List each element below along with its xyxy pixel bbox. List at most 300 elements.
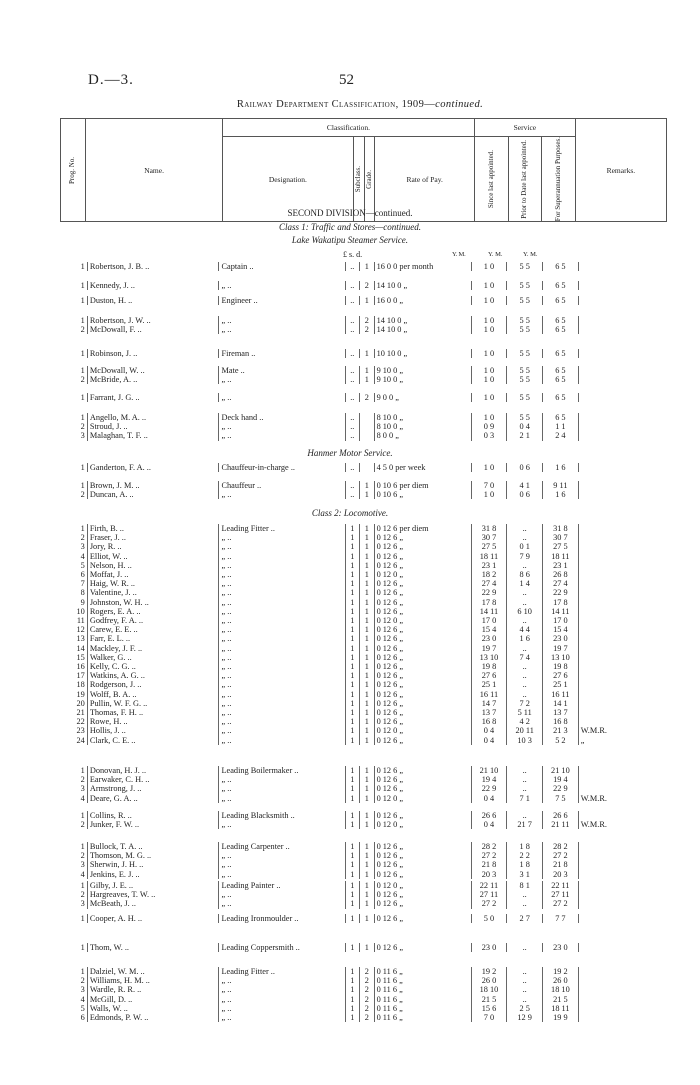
cell-super: 23 0: [543, 943, 579, 952]
cell-prog: 1: [60, 281, 87, 290]
cell-grade: 1: [360, 524, 375, 533]
cell-prog: 5: [60, 1004, 87, 1013]
table-row: [60, 463, 667, 472]
cell-rate: 0 12 0 „: [374, 726, 471, 735]
cell-prior: 5 5: [507, 316, 543, 325]
cell-grade: 1: [360, 349, 375, 358]
cell-rem: [578, 1013, 667, 1022]
cell-super: 27 5: [543, 542, 579, 551]
roster-group: [60, 281, 667, 290]
table-row: [60, 607, 667, 616]
cell-sub: 1: [345, 995, 360, 1004]
cell-rate: 0 12 6 „: [374, 717, 471, 726]
cell-des: „ ..: [219, 820, 345, 829]
ym-units-prior: Y. M.: [488, 251, 503, 258]
cell-rate: 0 12 0 „: [374, 820, 471, 829]
cell-rate: 0 11 6 „: [374, 967, 471, 976]
cell-since: 0 4: [471, 726, 507, 735]
cell-prior: 21 7: [507, 820, 543, 829]
cell-sub: ..: [345, 481, 360, 490]
cell-sub: 1: [345, 625, 360, 634]
cell-rate: 0 12 6 „: [374, 625, 471, 634]
cell-prior: 20 11: [507, 726, 543, 735]
cell-des: Leading Fitter ..: [219, 967, 345, 976]
cell-since: 25 1: [471, 680, 507, 689]
cell-super: 25 1: [543, 680, 579, 689]
cell-rate: 0 12 6 „: [374, 634, 471, 643]
cell-des: „ ..: [219, 976, 345, 985]
cell-prog: 9: [60, 598, 87, 607]
cell-rem: [578, 967, 667, 976]
cell-prog: 2: [60, 820, 87, 829]
roster-group: [60, 463, 667, 472]
cell-grade: 1: [360, 662, 375, 671]
roster-group: [60, 349, 667, 358]
table-row: [60, 820, 667, 829]
cell-name: Wardle, R. R. ..: [87, 985, 219, 994]
cell-prior: 7 2: [507, 699, 543, 708]
cell-since: 22 11: [471, 881, 507, 890]
cell-sub: 1: [345, 899, 360, 908]
cell-super: 13 7: [543, 708, 579, 717]
cell-prog: 2: [60, 890, 87, 899]
table-row: [60, 262, 667, 271]
cell-name: Rodgerson, J. ..: [87, 680, 219, 689]
cell-rem: [578, 842, 667, 851]
cell-des: „ ..: [219, 570, 345, 579]
cell-name: Firth, B. ..: [87, 524, 219, 533]
cell-rem: [578, 431, 667, 440]
table-row: [60, 881, 667, 890]
cell-since: 27 11: [471, 890, 507, 899]
cell-grade: 1: [360, 784, 375, 793]
cell-super: 27 6: [543, 671, 579, 680]
cell-sub: 1: [345, 766, 360, 775]
cell-prior: ..: [507, 598, 543, 607]
cell-sub: 1: [345, 671, 360, 680]
cell-since: 27 2: [471, 899, 507, 908]
roster-group: [60, 766, 667, 803]
division-heading: SECOND DIVISION—continued.: [287, 208, 413, 218]
cell-name: Godfrey, F. A. ..: [87, 616, 219, 625]
header-super: For Superannuation Purposes.: [553, 137, 562, 222]
cell-name: Angello, M. A. ..: [87, 413, 219, 422]
cell-grade: 2: [360, 1004, 375, 1013]
cell-name: Armstrong, J. ..: [87, 784, 219, 793]
lake-heading: Lake Wakatipu Steamer Service.: [291, 235, 409, 245]
cell-prior: 5 5: [507, 366, 543, 375]
cell-grade: 2: [360, 985, 375, 994]
cell-sub: ..: [345, 490, 360, 499]
cell-prog: 1: [60, 842, 87, 851]
cell-rem: [578, 899, 667, 908]
cell-prior: 5 5: [507, 349, 543, 358]
cell-des: „ ..: [219, 726, 345, 735]
cell-since: 1 0: [471, 490, 507, 499]
cell-since: 15 4: [471, 625, 507, 634]
cell-des: „ ..: [219, 490, 345, 499]
table-row: [60, 653, 667, 662]
cell-rem: [578, 914, 667, 923]
cell-since: 0 3: [471, 431, 507, 440]
roster-group: [60, 481, 667, 499]
cell-super: 6 5: [543, 393, 579, 402]
cell-rem: [578, 1004, 667, 1013]
cell-name: Johnston, W. H. ..: [87, 598, 219, 607]
cell-since: 21 5: [471, 995, 507, 1004]
roster-group: [60, 316, 667, 334]
cell-grade: 1: [360, 625, 375, 634]
cell-rate: 8 0 0 „: [374, 431, 471, 440]
cell-rem: [578, 870, 667, 879]
cell-des: Leading Fitter ..: [219, 524, 345, 533]
cell-grade: 2: [360, 316, 375, 325]
cell-since: 18 10: [471, 985, 507, 994]
cell-prog: 3: [60, 542, 87, 551]
cell-prior: 2 5: [507, 1004, 543, 1013]
cell-sub: 1: [345, 860, 360, 869]
roster-group: [60, 524, 667, 745]
table-row: [60, 811, 667, 820]
cell-rate: 0 12 6 „: [374, 842, 471, 851]
cell-rate: 0 10 6 per diem: [374, 481, 471, 490]
cell-prior: 8 1: [507, 881, 543, 890]
cell-rem: [578, 708, 667, 717]
cell-des: „ ..: [219, 533, 345, 542]
cell-rem: [578, 422, 667, 431]
cell-grade: 1: [360, 588, 375, 597]
cell-rem: [578, 463, 667, 472]
cell-since: 0 4: [471, 794, 507, 803]
cell-sub: ..: [345, 422, 360, 431]
cell-prog: 16: [60, 662, 87, 671]
cell-prior: 7 4: [507, 653, 543, 662]
roster-group: [60, 366, 667, 384]
cell-rem: [578, 995, 667, 1004]
cell-name: Collins, R. ..: [87, 811, 219, 820]
table-row: [60, 542, 667, 551]
cell-rate: 0 12 6 „: [374, 851, 471, 860]
cell-grade: [360, 463, 375, 472]
roster-group: [60, 262, 667, 271]
cell-rem: [578, 943, 667, 952]
cell-sub: 1: [345, 820, 360, 829]
cell-super: 31 8: [543, 524, 579, 533]
cell-prior: ..: [507, 943, 543, 952]
cell-rem: [578, 588, 667, 597]
cell-rem: [578, 490, 667, 499]
cell-prior: 5 5: [507, 262, 543, 271]
cell-super: 18 11: [543, 552, 579, 561]
cell-name: Thomson, M. G. ..: [87, 851, 219, 860]
cell-since: 0 4: [471, 820, 507, 829]
cell-name: Mackley, J. F. ..: [87, 644, 219, 653]
cell-name: Duston, H. ..: [87, 296, 219, 305]
cell-prior: 7 9: [507, 552, 543, 561]
cell-super: 21 5: [543, 995, 579, 1004]
cell-rate: 0 12 6 „: [374, 588, 471, 597]
table-row: [60, 598, 667, 607]
table-row: [60, 316, 667, 325]
cell-sub: ..: [345, 281, 360, 290]
cell-prog: 18: [60, 680, 87, 689]
cell-prog: 3: [60, 784, 87, 793]
cell-super: 27 2: [543, 851, 579, 860]
cell-name: Duncan, A. ..: [87, 490, 219, 499]
cell-grade: 2: [360, 967, 375, 976]
cell-since: 14 7: [471, 699, 507, 708]
cell-super: 7 5: [543, 794, 579, 803]
title-continued: continued.: [435, 99, 484, 110]
table-row: [60, 533, 667, 542]
cell-name: McDowall, W. ..: [87, 366, 219, 375]
cell-name: Walls, W. ..: [87, 1004, 219, 1013]
cell-grade: 1: [360, 552, 375, 561]
cell-super: 27 4: [543, 579, 579, 588]
cell-prior: 0 6: [507, 463, 543, 472]
cell-rem: [578, 775, 667, 784]
table-row: [60, 775, 667, 784]
cell-name: Stroud, J. ..: [87, 422, 219, 431]
cell-rate: 0 12 6 „: [374, 708, 471, 717]
cell-since: 0 4: [471, 736, 507, 745]
cell-super: 1 1: [543, 422, 579, 431]
table-row: [60, 985, 667, 994]
cell-name: Cooper, A. H. ..: [87, 914, 219, 923]
cell-des: „ ..: [219, 281, 345, 290]
cell-name: Carew, E. E. ..: [87, 625, 219, 634]
cell-name: Wolff, B. A. ..: [87, 690, 219, 699]
cell-sub: ..: [345, 393, 360, 402]
cell-des: „ ..: [219, 985, 345, 994]
cell-grade: 1: [360, 680, 375, 689]
cell-name: Clark, C. E. ..: [87, 736, 219, 745]
cell-sub: 1: [345, 726, 360, 735]
cell-des: „ ..: [219, 422, 345, 431]
cell-des: „ ..: [219, 561, 345, 570]
cell-prior: 0 4: [507, 422, 543, 431]
cell-rem: [578, 316, 667, 325]
cell-des: Captain ..: [219, 262, 345, 271]
cell-super: 6 5: [543, 413, 579, 422]
cell-rem: W.M.R.: [580, 820, 607, 830]
cell-prog: 11: [60, 616, 87, 625]
cell-rate: 0 11 6 „: [374, 1013, 471, 1022]
cell-prog: 6: [60, 570, 87, 579]
cell-des: „ ..: [219, 899, 345, 908]
cell-grade: 1: [360, 881, 375, 890]
cell-prog: 3: [60, 431, 87, 440]
cell-des: „ ..: [219, 784, 345, 793]
cell-rate: 0 12 0 „: [374, 616, 471, 625]
cell-rem: [578, 533, 667, 542]
cell-prog: 1: [60, 463, 87, 472]
cell-super: 21 10: [543, 766, 579, 775]
cell-rem: [578, 393, 667, 402]
cell-super: 14 1: [543, 699, 579, 708]
cell-grade: [360, 413, 375, 422]
cell-rem: [578, 413, 667, 422]
cell-sub: 1: [345, 699, 360, 708]
class1-heading: Class 1: Traffic and Stores—continued.: [279, 222, 421, 232]
column-header: [60, 118, 667, 222]
cell-des: „ ..: [219, 708, 345, 717]
cell-grade: 1: [360, 634, 375, 643]
cell-des: „ ..: [219, 598, 345, 607]
cell-since: 15 6: [471, 1004, 507, 1013]
cell-name: Elliot, W. ..: [87, 552, 219, 561]
table-row: [60, 1004, 667, 1013]
cell-since: 21 10: [471, 766, 507, 775]
cell-rate: 0 12 6 „: [374, 699, 471, 708]
cell-since: 19 8: [471, 662, 507, 671]
cell-rate: 0 12 0 „: [374, 881, 471, 890]
cell-since: 28 2: [471, 842, 507, 851]
cell-rate: 0 11 6 „: [374, 985, 471, 994]
table-row: [60, 784, 667, 793]
cell-rate: 0 12 6 „: [374, 943, 471, 952]
cell-name: McDowall, F. ..: [87, 325, 219, 334]
cell-name: Nelson, H. ..: [87, 561, 219, 570]
cell-super: 1 6: [543, 490, 579, 499]
cell-prior: 10 3: [507, 736, 543, 745]
cell-prior: 4 2: [507, 717, 543, 726]
cell-rate: 0 12 6 „: [374, 914, 471, 923]
cell-rate: 0 12 6 „: [374, 680, 471, 689]
cell-super: 6 5: [543, 375, 579, 384]
roster-group: [60, 967, 667, 1022]
cell-prog: 1: [60, 393, 87, 402]
table-row: [60, 524, 667, 533]
cell-name: Bullock, T. A. ..: [87, 842, 219, 851]
cell-prog: 6: [60, 1013, 87, 1022]
cell-rate: 14 10 0 „: [374, 325, 471, 334]
cell-prog: 20: [60, 699, 87, 708]
cell-name: Gilby, J. E. ..: [87, 881, 219, 890]
cell-grade: 1: [360, 699, 375, 708]
cell-grade: 1: [360, 943, 375, 952]
cell-rate: 0 12 6 „: [374, 542, 471, 551]
header-prog-no: Prog. No.: [68, 156, 77, 184]
table-row: [60, 690, 667, 699]
cell-name: Hollis, J. ..: [87, 726, 219, 735]
cell-des: „ ..: [219, 579, 345, 588]
cell-prior: ..: [507, 644, 543, 653]
cell-name: Jory, R. ..: [87, 542, 219, 551]
cell-rem: [578, 607, 667, 616]
table-row: [60, 870, 667, 879]
cell-prog: 4: [60, 552, 87, 561]
cell-prog: 12: [60, 625, 87, 634]
cell-since: 1 0: [471, 413, 507, 422]
cell-since: 13 7: [471, 708, 507, 717]
cell-sub: 1: [345, 985, 360, 994]
cell-prog: 5: [60, 561, 87, 570]
cell-grade: 1: [360, 775, 375, 784]
table-row: [60, 976, 667, 985]
cell-prog: 3: [60, 860, 87, 869]
cell-super: 30 7: [543, 533, 579, 542]
cell-rem: [578, 561, 667, 570]
cell-prior: ..: [507, 985, 543, 994]
cell-rate: 0 12 6 „: [374, 811, 471, 820]
cell-rem: [578, 690, 667, 699]
header-prior: Prior to Date last appointed.: [520, 139, 529, 219]
cell-des: Leading Carpenter ..: [219, 842, 345, 851]
cell-rate: 10 10 0 „: [374, 349, 471, 358]
cell-since: 1 0: [471, 325, 507, 334]
cell-rem: [578, 890, 667, 899]
cell-grade: 2: [360, 1013, 375, 1022]
cell-prior: 5 5: [507, 325, 543, 334]
cell-name: Robertson, J. B. ..: [87, 262, 219, 271]
cell-des: „ ..: [219, 431, 345, 440]
title-main: Railway Department Classification, 1909—: [236, 99, 436, 110]
cell-name: Kennedy, J. ..: [87, 281, 219, 290]
table-row: [60, 708, 667, 717]
cell-super: 6 5: [543, 325, 579, 334]
cell-grade: 1: [360, 570, 375, 579]
cell-prog: 1: [60, 296, 87, 305]
cell-super: 6 5: [543, 296, 579, 305]
cell-rate: 0 12 6 „: [374, 671, 471, 680]
cell-prog: 21: [60, 708, 87, 717]
cell-prog: 2: [60, 490, 87, 499]
cell-prog: 13: [60, 634, 87, 643]
cell-des: „ ..: [219, 393, 345, 402]
cell-prior: 1 8: [507, 860, 543, 869]
cell-name: Edmonds, P. W. ..: [87, 1013, 219, 1022]
cell-since: 1 0: [471, 463, 507, 472]
cell-des: Chauffeur ..: [219, 481, 345, 490]
cell-name: McBride, A. ..: [87, 375, 219, 384]
table-row: [60, 413, 667, 422]
cell-prog: 1: [60, 811, 87, 820]
table-row: [60, 736, 667, 745]
cell-prior: 5 5: [507, 375, 543, 384]
cell-rem: [578, 644, 667, 653]
cell-sub: 1: [345, 579, 360, 588]
cell-rem: „: [580, 735, 585, 745]
cell-prog: 1: [60, 316, 87, 325]
cell-prog: 7: [60, 579, 87, 588]
cell-rate: 16 0 0 per month: [374, 262, 471, 271]
table-row: [60, 490, 667, 499]
cell-since: 1 0: [471, 393, 507, 402]
table-row: [60, 995, 667, 1004]
cell-prior: 2 7: [507, 914, 543, 923]
cell-sub: 1: [345, 690, 360, 699]
cell-rate: 9 10 0 „: [374, 366, 471, 375]
cell-since: 23 0: [471, 943, 507, 952]
roster-group: [60, 842, 667, 879]
cell-rem: W.M.R.: [580, 793, 607, 803]
cell-grade: 1: [360, 644, 375, 653]
money-units: £ s. d.: [343, 250, 363, 259]
cell-rate: 8 10 0 „: [374, 422, 471, 431]
cell-des: „ ..: [219, 542, 345, 551]
table-row: [60, 794, 667, 803]
cell-sub: ..: [345, 325, 360, 334]
cell-super: 6 5: [543, 349, 579, 358]
cell-grade: 1: [360, 607, 375, 616]
cell-grade: 1: [360, 726, 375, 735]
cell-super: 19 2: [543, 967, 579, 976]
cell-since: 1 0: [471, 262, 507, 271]
table-row: [60, 552, 667, 561]
cell-super: 17 0: [543, 616, 579, 625]
cell-name: Junker, F. W. ..: [87, 820, 219, 829]
